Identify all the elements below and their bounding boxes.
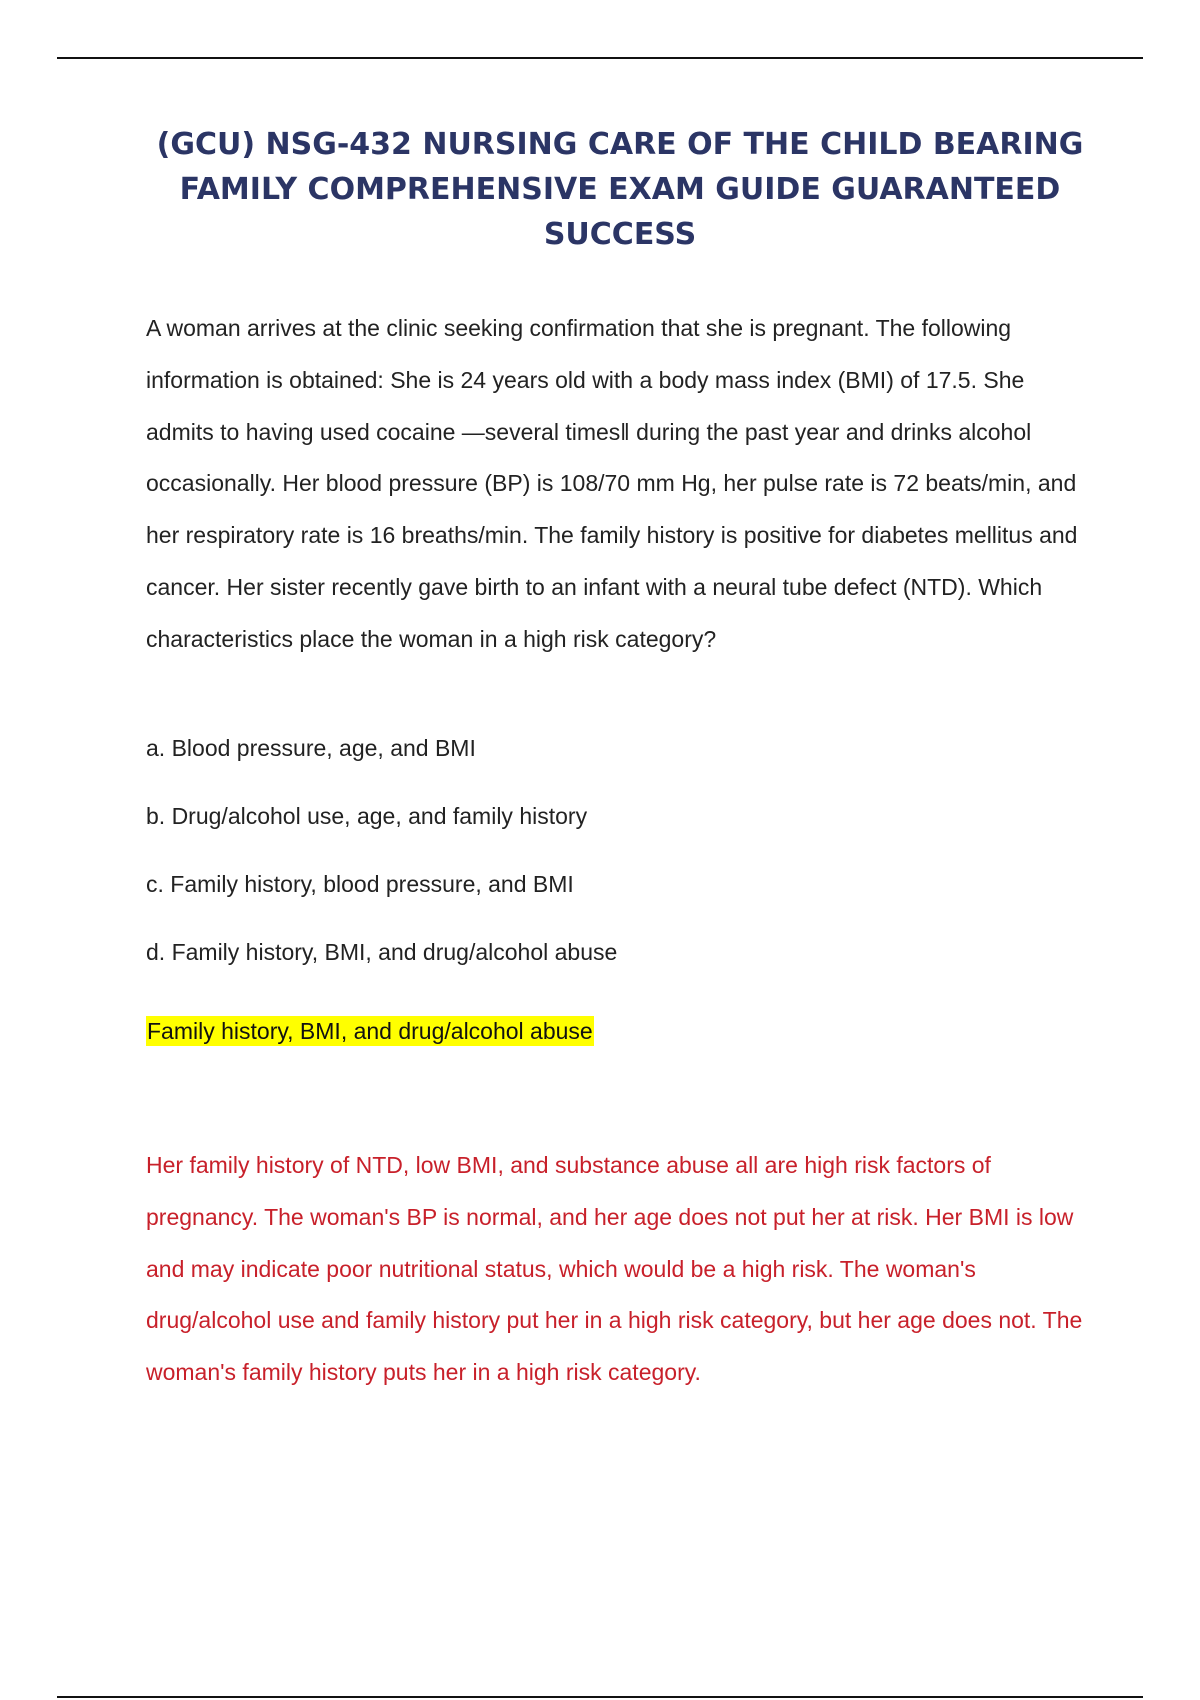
option-c: c. Family history, blood pressure, and BMI [146, 871, 574, 897]
option-b: b. Drug/alcohol use, age, and family history [146, 803, 588, 829]
question-text: A woman arrives at the clinic seeking confirmation that she is pregnant. The following information is obtained: She is 24 years old with a body mass index (BMI) of 17.5. She admits to having used cocaine —several times‖ during the past year and drinks alcohol occasionally. Her blood pressure (BP) is 108/70 mm Hg, her pulse rate is 72 beats/min, and her respiratory rate is 16 breaths/min. The family history is positive for diabetes mellitus and cancer. Her sister recently gave birth to an infant with a neural tube defect (NTD). Which characteristics place the woman in a high risk category? [146, 315, 1078, 652]
document-title: (GCU) NSG-432 NURSING CARE OF THE CHILD BEARING FAMILY COMPREHENSIVE EXAM GUIDE GUARANTEED SUCCESS [156, 127, 1084, 252]
bottom-rule [57, 1696, 1143, 1698]
answer-options [146, 733, 1096, 1005]
option-d: d. Family history, BMI, and drug/alcohol abuse [146, 939, 618, 965]
option-a: a. Blood pressure, age, and BMI [146, 735, 476, 761]
highlighted-answer: Family history, BMI, and drug/alcohol abuse [147, 1018, 593, 1044]
top-rule [57, 57, 1143, 59]
rationale-text: Her family history of NTD, low BMI, and substance abuse all are high risk factors of pregnancy. The woman's BP is normal, and her age does not put her at risk. Her BMI is low and may indicate poor nutritional status, which would be a high risk. The woman's drug/alcohol use and family history put her in a high risk category, but her age does not. The woman's family history puts her in a high risk category. [146, 1152, 1083, 1386]
